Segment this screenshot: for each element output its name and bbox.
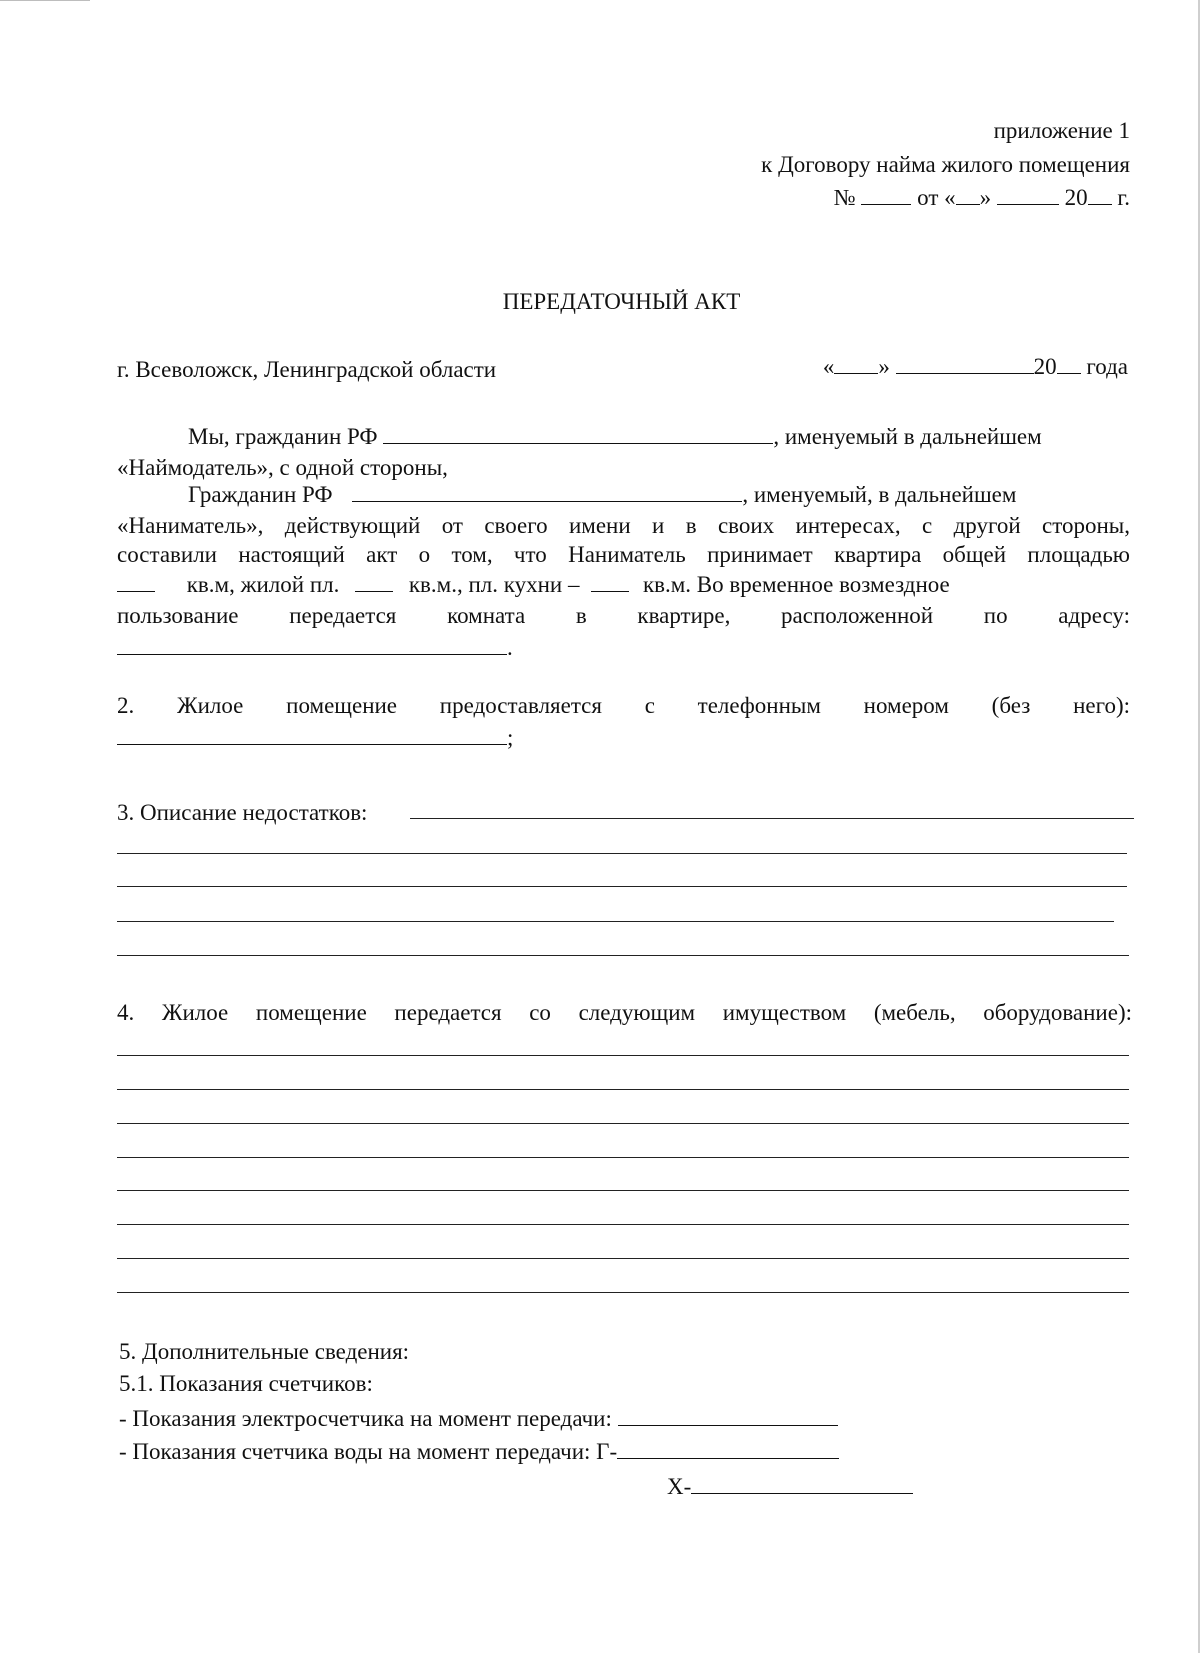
from-label: от « <box>917 185 956 210</box>
property-line-3[interactable] <box>117 1123 1129 1124</box>
living-area-blank[interactable] <box>355 571 393 592</box>
total-area-blank[interactable] <box>117 571 155 592</box>
contract-day-blank[interactable] <box>956 184 980 205</box>
date-open-quote: « <box>822 354 835 379</box>
electric-meter-blank[interactable] <box>618 1405 838 1426</box>
landlord-line <box>188 423 1042 451</box>
hot-water-meter-line <box>119 1438 839 1466</box>
place-label: г. Всеволожск, Ленинградской области <box>117 357 497 382</box>
contract-number-line <box>834 184 1130 212</box>
contract-year-blank[interactable] <box>1088 184 1112 205</box>
landlord-name-blank[interactable] <box>383 423 773 444</box>
living-area-label: кв.м, жилой пл. <box>186 572 340 597</box>
defects-line-1[interactable] <box>410 818 1134 819</box>
year-suffix: г. <box>1117 185 1130 210</box>
cold-water-meter-label: Х- <box>667 1474 692 1499</box>
contract-reference: к Договору найма жилого помещения <box>761 152 1130 177</box>
year-prefix: 20 <box>1064 185 1088 210</box>
property-line-7[interactable] <box>117 1258 1129 1259</box>
tenant-designation: , именуемый, в дальнейшем <box>742 482 1017 507</box>
address-end: . <box>507 635 513 660</box>
property-line-4[interactable] <box>117 1157 1129 1158</box>
landlord-label: Мы, гражданин РФ <box>188 424 378 449</box>
property-line-5[interactable] <box>117 1190 1129 1191</box>
kitchen-area-label: кв.м., пл. кухни – <box>408 572 580 597</box>
page-title: ПЕРЕДАТОЧНЫЙ АКТ <box>502 289 741 314</box>
cold-water-meter-blank[interactable] <box>691 1473 913 1494</box>
scan-edge-top <box>0 0 90 1</box>
kitchen-area-blank[interactable] <box>591 571 629 592</box>
date-close-quote: » <box>878 354 890 379</box>
tenant-label: Гражданин РФ <box>188 482 333 507</box>
phone-end: ; <box>507 725 514 750</box>
tenant-line <box>188 481 1016 509</box>
area-line <box>117 571 1130 599</box>
property-line-8[interactable] <box>117 1292 1129 1293</box>
act-day-blank[interactable] <box>834 353 878 374</box>
defects-line-5[interactable] <box>117 955 1129 956</box>
hot-water-meter-label: - Показания счетчика воды на момент передачи: Г- <box>119 1439 618 1464</box>
tenant-role-line: «Наниматель», действующий от своего имени и в своих интересах, с другой стороны, <box>117 513 1130 538</box>
act-month-blank[interactable] <box>896 353 1034 374</box>
act-date-line <box>823 353 1128 381</box>
contract-number-blank[interactable] <box>861 184 911 205</box>
phone-line <box>117 724 513 752</box>
defects-line-2[interactable] <box>117 853 1127 854</box>
item4-text: 4. Жилое помещение передается со следующим имуществом (мебель, оборудование): <box>117 1000 1132 1025</box>
act-statement-line: составили настоящий акт о том, что Наниматель принимает квартира общей площадью <box>117 542 1130 567</box>
electric-meter-label: - Показания электросчетчика на момент передачи: <box>119 1406 612 1431</box>
defects-line-4[interactable] <box>117 921 1114 922</box>
date-year-prefix: 20 <box>1033 354 1057 379</box>
item3-text: 3. Описание недостатков: <box>117 800 368 825</box>
property-line-1[interactable] <box>117 1055 1129 1056</box>
defects-line-3[interactable] <box>117 886 1127 887</box>
electric-meter-line <box>119 1405 838 1433</box>
cold-water-meter-line <box>667 1473 913 1501</box>
tenant-name-blank[interactable] <box>352 481 742 502</box>
number-sign: № <box>833 185 856 210</box>
act-year-blank[interactable] <box>1057 353 1081 374</box>
property-line-6[interactable] <box>117 1224 1129 1225</box>
rental-note: кв.м. Во временное возмездное <box>642 572 950 597</box>
item2-text: 2. Жилое помещение предоставляется с телефонным номером (без него): <box>117 693 1130 718</box>
appendix-label: приложение 1 <box>993 118 1130 143</box>
address-blank-line <box>117 634 513 662</box>
item5-subtitle: 5.1. Показания счетчиков: <box>119 1371 373 1396</box>
contract-month-blank[interactable] <box>997 184 1059 205</box>
property-line-2[interactable] <box>117 1089 1129 1090</box>
hot-water-meter-blank[interactable] <box>617 1438 839 1459</box>
address-blank[interactable] <box>117 634 507 655</box>
phone-number-blank[interactable] <box>117 724 507 745</box>
landlord-designation: , именуемый в дальнейшем <box>773 424 1042 449</box>
quote-close: » <box>979 185 992 210</box>
date-year-word: года <box>1086 354 1128 379</box>
address-line: пользование передается комната в квартире, расположенной по адресу: <box>117 603 1130 628</box>
landlord-role: «Наймодатель», с одной стороны, <box>117 455 448 480</box>
item5-title: 5. Дополнительные сведения: <box>119 1339 410 1364</box>
